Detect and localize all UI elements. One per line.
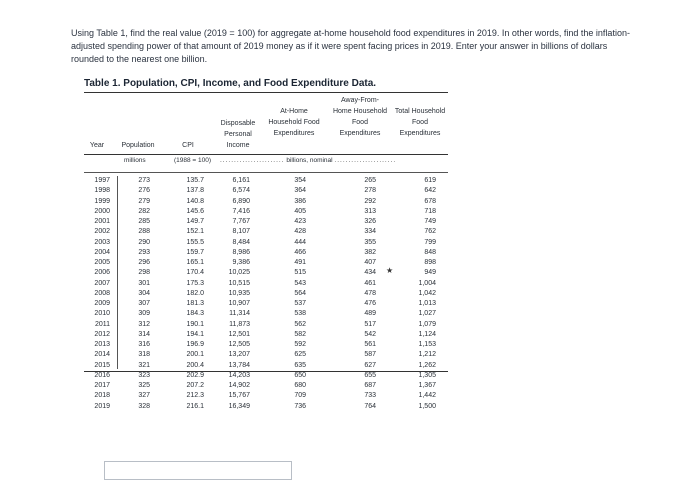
cell-year: 1997 <box>94 177 110 184</box>
cell-year: 2002 <box>94 228 110 236</box>
cell-year: 1998 <box>94 187 110 195</box>
cell-away-home: 326 <box>364 218 376 225</box>
table-row <box>84 176 448 186</box>
table-row <box>84 217 448 227</box>
cell-population: 298 <box>138 269 150 277</box>
cell-total: 718 <box>424 207 436 215</box>
cell-total: 1,262 <box>418 361 436 369</box>
cell-total: 678 <box>424 197 436 205</box>
table-row <box>84 238 448 248</box>
cell-at-home: 444 <box>294 238 306 246</box>
cell-income: 14,203 <box>228 371 250 379</box>
cell-total: 1,212 <box>418 351 436 359</box>
cell-away-home: 476 <box>364 300 376 307</box>
cell-away-home: 478 <box>364 289 376 297</box>
cell-at-home: 538 <box>294 310 306 318</box>
cell-away-home: 313 <box>364 207 376 215</box>
table-row <box>84 186 448 196</box>
cell-income: 6,574 <box>232 187 250 195</box>
cell-year: 2019 <box>94 402 110 410</box>
question-text: Using Table 1, find the real value (2019 = 100) for aggregate at-home household food expenditures in 2019. In other words, find the inflation-adjusted spending power of that amount of 2019 money as if it were spent facing prices in 2019. Enter your answer in billions of dollars rounded to the nearest one billion. <box>71 28 630 64</box>
cell-population: 296 <box>138 259 150 266</box>
table-row <box>84 402 448 412</box>
cell-income: 12,505 <box>228 341 250 348</box>
cursor-star-icon: ★ <box>386 266 394 275</box>
cell-away-home: 382 <box>364 248 376 256</box>
cell-population: 304 <box>138 289 150 297</box>
cell-cpi: 182.0 <box>186 289 204 297</box>
cell-at-home: 405 <box>294 207 306 215</box>
header-at-home: At-Home Household Food Expenditures <box>268 108 320 137</box>
cell-total: 642 <box>424 187 436 195</box>
cell-cpi: 184.3 <box>186 310 204 318</box>
table-row <box>84 361 448 371</box>
units-billions-label: billions, nominal <box>286 157 333 164</box>
cell-at-home: 543 <box>294 279 306 287</box>
cell-year: 2013 <box>94 341 110 348</box>
header-income: Disposable Personal Income <box>220 120 256 149</box>
cell-cpi: 165.1 <box>186 259 204 266</box>
table-row <box>84 197 448 207</box>
cell-population: 307 <box>138 300 150 307</box>
cell-cpi: 212.3 <box>186 392 204 400</box>
cell-cpi: 207.2 <box>186 382 204 389</box>
cell-income: 6,890 <box>232 197 250 205</box>
cell-population: 282 <box>138 207 150 215</box>
cell-cpi: 200.4 <box>186 361 204 369</box>
cell-total: 898 <box>424 259 436 266</box>
cell-cpi: 190.1 <box>186 320 204 328</box>
cell-income: 9,386 <box>232 259 250 266</box>
cell-year: 2008 <box>94 289 110 297</box>
cell-total: 762 <box>424 228 436 236</box>
cell-at-home: 709 <box>294 392 306 400</box>
cell-year: 2017 <box>94 382 110 389</box>
cell-away-home: 407 <box>364 259 376 266</box>
cell-year: 2004 <box>94 248 110 256</box>
cell-cpi: 216.1 <box>186 402 204 410</box>
cell-cpi: 155.5 <box>186 238 204 246</box>
header-year: Year <box>89 142 105 149</box>
cell-year: 2012 <box>94 330 110 338</box>
cell-income: 15,767 <box>228 392 250 400</box>
cell-population: 285 <box>138 218 150 225</box>
table-row <box>84 371 448 381</box>
units-billions <box>220 156 448 166</box>
cell-income: 13,207 <box>228 351 250 359</box>
cell-away-home: 542 <box>364 330 376 338</box>
cell-population: 323 <box>138 371 150 379</box>
cell-total: 1,153 <box>418 341 436 348</box>
table-row <box>84 340 448 350</box>
cell-at-home: 562 <box>294 320 306 328</box>
answer-input[interactable] <box>104 461 292 480</box>
units-dots-right: ...................... <box>334 157 397 164</box>
cell-at-home: 354 <box>294 177 306 184</box>
cell-away-home: 561 <box>364 341 376 348</box>
cell-away-home: 733 <box>364 392 376 400</box>
cell-total: 1,079 <box>418 320 436 328</box>
cell-income: 10,515 <box>228 279 250 287</box>
cell-population: 328 <box>138 402 150 410</box>
cell-income: 8,484 <box>232 238 250 246</box>
cell-population: 279 <box>138 197 150 205</box>
cell-at-home: 466 <box>294 248 306 256</box>
table-row <box>84 268 448 278</box>
cell-at-home: 491 <box>294 259 306 266</box>
cell-population: 325 <box>138 382 150 389</box>
cell-income: 16,349 <box>228 402 250 410</box>
cell-cpi: 145.6 <box>186 207 204 215</box>
cell-population: 318 <box>138 351 150 359</box>
cell-at-home: 386 <box>294 197 306 205</box>
cell-away-home: 655 <box>364 371 376 379</box>
cell-year: 2018 <box>94 392 110 400</box>
table-row <box>84 391 448 401</box>
cell-total: 1,124 <box>418 330 436 338</box>
cell-at-home: 582 <box>294 330 306 338</box>
cell-year: 2005 <box>94 259 110 266</box>
cell-at-home: 364 <box>294 187 306 195</box>
cell-at-home: 515 <box>294 269 306 277</box>
cell-total: 1,013 <box>418 300 436 307</box>
cell-away-home: 292 <box>364 197 376 205</box>
cell-at-home: 635 <box>294 361 306 369</box>
header-cpi: CPI <box>182 142 194 149</box>
cell-population: 276 <box>138 187 150 195</box>
cell-cpi: 137.8 <box>186 187 204 195</box>
cell-total: 1,027 <box>418 310 436 318</box>
cell-income: 13,784 <box>228 361 250 369</box>
cell-away-home: 687 <box>364 382 376 389</box>
cell-cpi: 152.1 <box>186 228 204 236</box>
cell-population: 309 <box>138 310 150 318</box>
table-row <box>84 258 448 268</box>
cell-cpi: 175.3 <box>186 279 204 287</box>
cell-year: 2003 <box>94 238 110 246</box>
cell-income: 11,873 <box>229 320 250 328</box>
header-away-home: Away-From-Home Household Food Expenditures <box>332 97 388 137</box>
cell-income: 10,935 <box>228 289 250 297</box>
cell-year: 2009 <box>94 300 110 307</box>
table-row <box>84 299 448 309</box>
cell-away-home: 265 <box>364 177 376 184</box>
cell-year: 2016 <box>94 371 110 379</box>
cell-year: 2011 <box>94 320 110 328</box>
cell-total: 619 <box>424 177 436 184</box>
cell-total: 1,367 <box>418 382 436 389</box>
cell-cpi: 202.9 <box>186 371 204 379</box>
cell-total: 1,442 <box>418 392 436 400</box>
cell-population: 293 <box>138 248 150 256</box>
cell-income: 8,107 <box>232 228 250 236</box>
units-dots-left: ....................... <box>220 157 285 164</box>
cell-away-home: 517 <box>364 320 376 328</box>
cell-population: 301 <box>138 279 150 287</box>
cell-year: 2015 <box>94 361 110 369</box>
cell-total: 1,004 <box>418 279 436 287</box>
cell-cpi: 135.7 <box>186 177 204 184</box>
cell-at-home: 537 <box>294 300 306 307</box>
cell-year: 2006 <box>94 269 110 277</box>
table-row <box>84 248 448 258</box>
units-population: millions <box>124 157 146 164</box>
cell-population: 316 <box>138 341 150 348</box>
cell-at-home: 423 <box>294 218 306 225</box>
units-rule <box>84 172 448 173</box>
cell-cpi: 196.9 <box>186 341 204 348</box>
cell-cpi: 194.1 <box>186 330 204 338</box>
cell-at-home: 625 <box>294 351 306 359</box>
header-total: Total Household Food Expenditures <box>394 108 446 137</box>
cell-population: 321 <box>138 361 150 369</box>
cell-away-home: 587 <box>364 351 376 359</box>
table-title: Table 1. Population, CPI, Income, and Food Expenditure Data. <box>84 78 377 89</box>
header-population: Population <box>121 142 155 149</box>
cell-away-home: 334 <box>364 228 376 236</box>
cell-population: 288 <box>138 228 150 236</box>
cell-population: 273 <box>138 177 150 184</box>
table-body <box>84 176 448 412</box>
cell-year: 2000 <box>94 207 110 215</box>
cell-population: 314 <box>138 330 150 338</box>
cell-at-home: 564 <box>294 289 306 297</box>
cell-total: 799 <box>424 238 436 246</box>
cell-population: 290 <box>138 238 150 246</box>
cell-income: 8,986 <box>232 248 250 256</box>
cell-cpi: 140.8 <box>186 197 204 205</box>
cell-cpi: 181.3 <box>186 300 204 307</box>
cell-cpi: 159.7 <box>186 248 204 256</box>
cell-at-home: 650 <box>294 371 306 379</box>
cell-cpi: 200.1 <box>186 351 204 359</box>
cell-total: 749 <box>424 218 436 225</box>
cell-total: 1,500 <box>418 402 436 410</box>
cell-year: 1999 <box>94 197 110 205</box>
cell-year: 2001 <box>94 218 110 225</box>
cell-away-home: 278 <box>364 187 376 195</box>
table-row <box>84 350 448 360</box>
cell-at-home: 680 <box>294 382 306 389</box>
table-row <box>84 330 448 340</box>
cell-total: 1,042 <box>418 289 436 297</box>
cell-year: 2007 <box>94 279 110 287</box>
cell-population: 327 <box>138 392 150 400</box>
cell-year: 2014 <box>94 351 110 359</box>
cell-income: 14,902 <box>228 382 250 389</box>
cell-income: 6,161 <box>232 177 250 184</box>
cell-cpi: 149.7 <box>186 218 204 225</box>
table-row <box>84 227 448 237</box>
table-row <box>84 207 448 217</box>
table-row <box>84 279 448 289</box>
cell-income: 7,767 <box>232 218 250 225</box>
cell-away-home: 355 <box>364 238 376 246</box>
cell-total: 848 <box>424 248 436 256</box>
cell-income: 12,501 <box>228 330 250 338</box>
cell-away-home: 461 <box>364 279 376 287</box>
cell-away-home: 627 <box>364 361 376 369</box>
header-rule <box>84 154 448 155</box>
cell-total: 1,305 <box>418 371 436 379</box>
cell-income: 10,907 <box>228 300 250 307</box>
units-cpi: (1988 = 100) <box>174 157 212 164</box>
cell-year: 2010 <box>94 310 110 318</box>
table-row <box>84 320 448 330</box>
cell-away-home: 764 <box>364 402 376 410</box>
table-top-rule <box>84 92 448 93</box>
cell-income: 10,025 <box>228 269 250 277</box>
cell-income: 11,314 <box>229 310 250 318</box>
cell-away-home: 489 <box>364 310 376 318</box>
cell-at-home: 592 <box>294 341 306 348</box>
table-row <box>84 289 448 299</box>
cell-away-home: 434 <box>364 269 376 277</box>
cell-at-home: 736 <box>294 402 306 410</box>
cell-total: 949 <box>424 269 436 277</box>
table-row <box>84 309 448 319</box>
cell-population: 312 <box>138 320 150 328</box>
cell-cpi: 170.4 <box>186 269 204 277</box>
table-bottom-rule <box>84 371 448 372</box>
cell-at-home: 428 <box>294 228 306 236</box>
cell-income: 7,416 <box>232 207 250 215</box>
table-row <box>84 381 448 391</box>
